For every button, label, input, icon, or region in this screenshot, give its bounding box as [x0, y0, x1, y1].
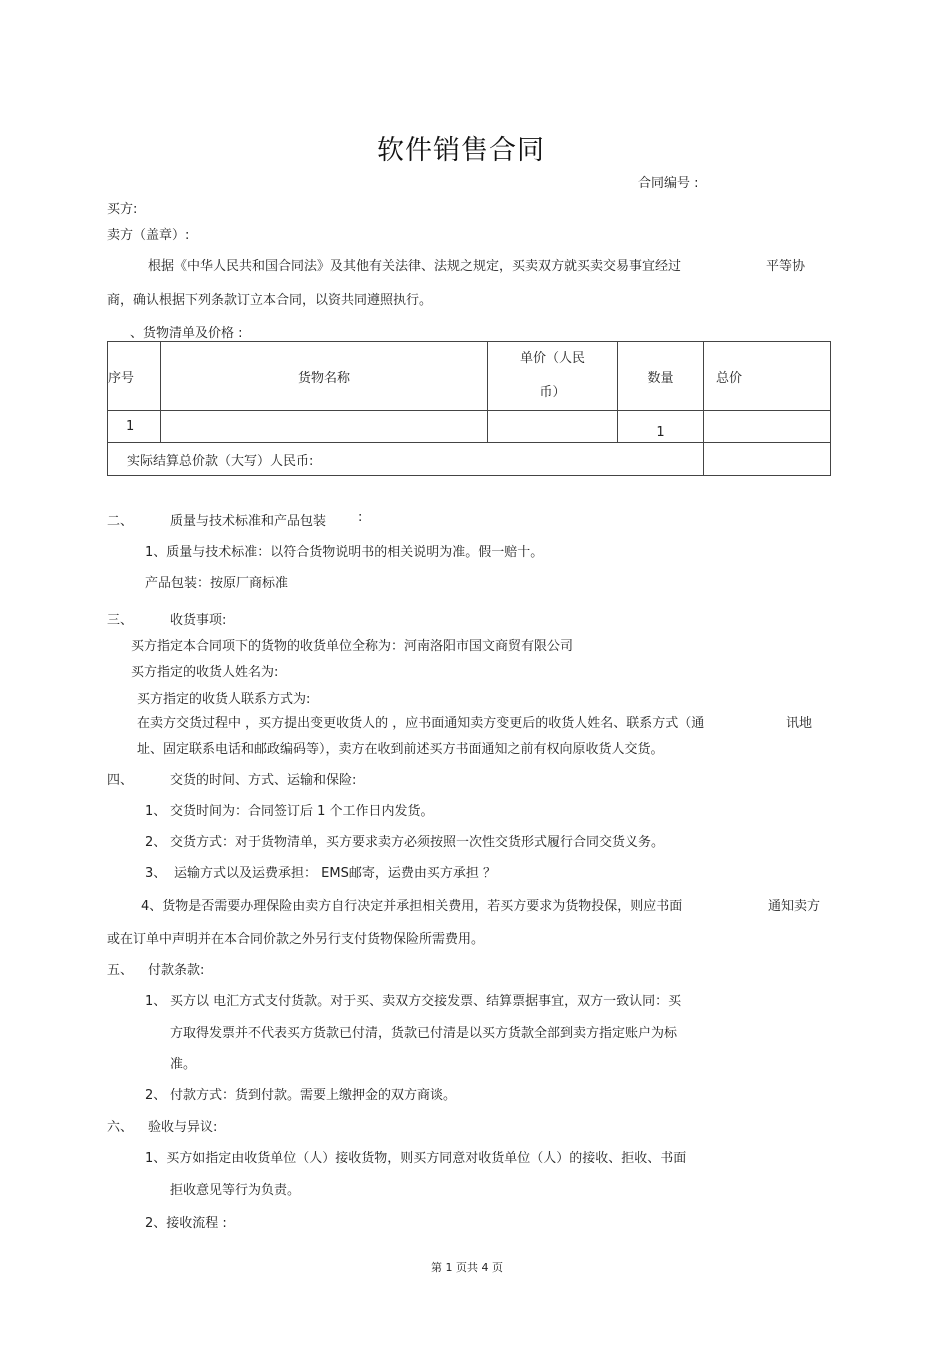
section-5-item-1-number: 1、 — [145, 994, 167, 1009]
section-5-item-2: 付款方式：货到付款。需要上缴押金的双方商谈。 — [170, 1088, 457, 1103]
preamble-line-1: 根据《中华人民共和国合同法》及其他有关法律、法规之规定，买卖双方就买卖交易事宜经过 — [148, 259, 682, 274]
section-6-item-1-line-2: 拒收意见等行为负责。 — [170, 1183, 301, 1198]
row-seq: 1 — [108, 411, 161, 443]
total-amount-label: 实际结算总价款（大写）人民币: — [108, 443, 704, 476]
goods-table — [107, 341, 831, 476]
section-3-para-3: 买方指定的收货人联系方式为: — [137, 692, 311, 707]
section-2-item-2: 产品包装：按原厂商标准 — [145, 576, 289, 591]
header-seq: 序号 — [108, 342, 161, 411]
section-5-item-1-line-1: 买方以 电汇方式支付货款。对于买、卖双方交接发票、结算票据事宜，双方一致认同：买 — [170, 994, 682, 1009]
buyer-label: 买方: — [107, 202, 138, 217]
preamble-line-2: 商，确认根据下列条款订立本合同，以资共同遵照执行。 — [107, 293, 433, 308]
section-3-para-1: 买方指定本合同项下的货物的收货单位全称为：河南洛阳市国文商贸有限公司 — [131, 639, 574, 654]
row-quantity: 1 — [618, 411, 704, 443]
section-4-item-2: 交货方式：对于货物清单，买方要求卖方必须按照一次性交货形式履行合同交货义务。 — [170, 835, 665, 850]
section-2-heading: 质量与技术标准和产品包装 — [170, 514, 327, 529]
section-2-number: 二、 — [107, 514, 134, 529]
section-2-colon: : — [358, 510, 363, 525]
contract-title: 软件销售合同 — [377, 135, 545, 166]
section-5-item-1-line-3: 准。 — [170, 1057, 197, 1072]
section-4-item-4: 4、货物是否需要办理保险由卖方自行决定并承担相关费用，若买方要求为货物投保，则应书面 — [141, 899, 683, 914]
header-goods-name: 货物名称 — [161, 342, 488, 411]
section-4-item-4-end: 通知卖方 — [768, 899, 821, 914]
row-total — [704, 411, 831, 443]
section-5-number: 五、 — [107, 963, 134, 978]
section-4-item-2-number: 2、 — [145, 835, 167, 850]
section-3-para-4-end: 讯地 — [786, 716, 813, 731]
seller-label: 卖方（盖章）: — [107, 228, 190, 243]
contract-number-label: 合同编号 : — [638, 176, 699, 191]
section-4-heading: 交货的时间、方式、运输和保险: — [170, 773, 357, 788]
section-2-item-1: 1、质量与技术标准：以符合货物说明书的相关说明为准。假一赔十。 — [145, 545, 544, 560]
section-4-item-1: 交货时间为：合同签订后 1 个工作日内发货。 — [170, 804, 434, 819]
header-unit-price-line-2: 币） — [539, 385, 566, 400]
section-3-number: 三、 — [107, 613, 134, 628]
section-6-item-2: 2、接收流程 : — [145, 1216, 227, 1231]
header-unit-price-line-1: 单价（人民 — [519, 351, 585, 366]
section-6-number: 六、 — [107, 1120, 134, 1135]
section-5-heading: 付款条款: — [148, 963, 205, 978]
section-4-number: 四、 — [107, 773, 134, 788]
row-goods-name — [161, 411, 488, 443]
section-5-item-1-line-2: 方取得发票并不代表买方货款已付清，货款已付清是以买方货款全部到卖方指定账户为标 — [170, 1026, 678, 1041]
section-6-heading: 验收与异议: — [148, 1120, 218, 1135]
section-4-item-1-number: 1、 — [145, 804, 167, 819]
section-5-item-2-number: 2、 — [145, 1088, 167, 1103]
header-quantity: 数量 — [618, 342, 704, 411]
table-row — [108, 411, 831, 443]
section-3-para-5: 址、固定联系电话和邮政编码等），卖方在收到前述买方书面通知之前有权向原收货人交货。 — [137, 742, 664, 757]
header-total: 总价 — [704, 342, 831, 411]
section-4-item-3: 运输方式以及运费承担： EMS邮寄，运费由买方承担 ？ — [174, 866, 496, 881]
total-amount-value — [704, 443, 831, 476]
section-1-heading: 、货物清单及价格 : — [130, 326, 243, 341]
section-3-heading: 收货事项: — [170, 613, 227, 628]
section-4-item-3-number: 3、 — [145, 866, 167, 881]
section-4-item-4-cont: 或在订单中声明并在本合同价款之外另行支付货物保险所需费用。 — [107, 932, 485, 947]
page-footer: 第 1 页共 4 页 — [431, 1261, 503, 1274]
header-unit-price — [488, 342, 618, 411]
row-unit-price — [488, 411, 618, 443]
preamble-line-1-end: 平等协 — [766, 259, 806, 274]
section-3-para-2: 买方指定的收货人姓名为: — [131, 665, 279, 680]
table-sum-row — [108, 443, 831, 476]
section-6-item-1-line-1: 1、买方如指定由收货单位（人）接收货物，则买方同意对收货单位（人）的接收、拒收、书面 — [145, 1151, 687, 1166]
section-3-para-4: 在卖方交货过程中 ，买方提出变更收货人的 ，应书面通知卖方变更后的收货人姓名、联系方式（通 — [137, 716, 705, 731]
table-header-row — [108, 342, 831, 411]
